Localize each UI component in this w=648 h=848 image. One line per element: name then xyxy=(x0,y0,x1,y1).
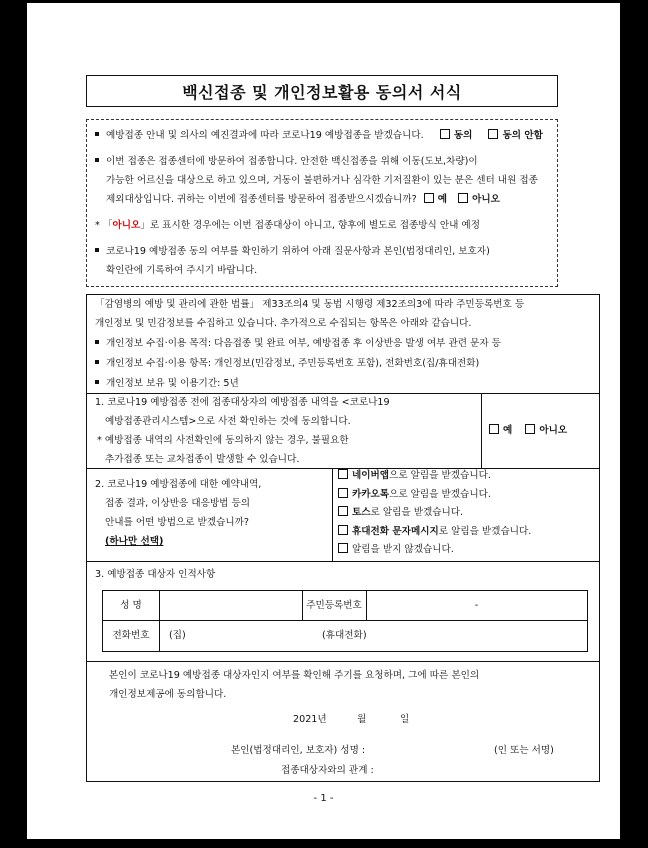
bullet-icon xyxy=(95,158,99,162)
disagree-label: 동의 안함 xyxy=(502,130,543,141)
notice-text: 코로나19 예방접종 동의 여부를 확인하기 위하여 아래 질문사항과 본인(법정대리인, 보호자) xyxy=(106,246,490,257)
checkbox-agree[interactable] xyxy=(440,129,450,139)
divider xyxy=(481,393,482,468)
consent-form-table xyxy=(86,294,600,782)
q2-option-checkbox[interactable] xyxy=(338,543,348,553)
form-title: 백신접종 및 개인정보활용 동의서 서식 xyxy=(86,75,558,107)
relation-label: 접종대상자와의 관계 : xyxy=(281,765,374,776)
notice-text: 이번 접종은 접종센터에 방문하여 접종합니다. 안전한 백신접종을 위해 이동(도보,차량)이 xyxy=(106,156,478,167)
q3-heading: 3. 예방접종 대상자 인적사항 xyxy=(95,569,216,580)
consent-line1: 본인이 코로나19 예방접종 대상자인지 여부를 확인해 주기를 요청하며, 그에 따른 본인의 xyxy=(109,670,480,681)
notice-text: 」로 표시한 경우에는 이번 접종대상이 아니고, 향후에 별도로 접종방식 안내 예정 xyxy=(140,220,480,231)
bullet-icon xyxy=(95,340,99,344)
no-label: 아니오 xyxy=(472,194,500,205)
checkbox-disagree[interactable] xyxy=(488,129,498,139)
divider xyxy=(332,468,333,561)
notice-line-2b: 가능한 어르신을 대상으로 하고 있으며, 거동이 불편하거나 심각한 기저질환이 있는 분은 센터 내원 접종 xyxy=(106,175,538,186)
q2-option-text: 으로 알림을 받겠습니다. xyxy=(389,488,491,500)
bullet-icon xyxy=(95,248,99,252)
notice-line-3 xyxy=(95,216,480,235)
q2-option-text: 로 알림을 받겠습니다. xyxy=(438,525,532,537)
date-month[interactable]: 월 xyxy=(357,714,367,725)
date-day[interactable]: 일 xyxy=(400,714,410,725)
q2-line3: 안내를 어떤 방법으로 받겠습니까? xyxy=(105,517,249,528)
personal-info-table xyxy=(102,590,588,652)
privacy-intro-line1: 「감염병의 예방 및 관리에 관한 법률」 제33조의4 및 동법 시행령 제32조의3에 따라 주민등록번호 등 xyxy=(95,299,525,310)
privacy-bullet-1 xyxy=(95,334,501,353)
q2-option[interactable] xyxy=(338,466,491,485)
bullet-icon xyxy=(95,132,99,136)
q2-line2: 접종 결과, 이상반응 대응방법 등의 xyxy=(105,498,250,509)
q2-option-text: 로 알림을 받겠습니다. xyxy=(370,507,464,518)
notice-text: * 「 xyxy=(95,220,113,231)
privacy-bullet-3 xyxy=(95,374,239,393)
no-highlight: 아니오 xyxy=(112,220,141,231)
q1-line4: 추가접종 또는 교차접종이 발생할 수 있습니다. xyxy=(105,454,300,465)
home-phone-field[interactable]: (집) xyxy=(169,630,186,641)
q2-option-text: 으로 알림을 받겠습니다. xyxy=(389,470,491,481)
privacy-bullet-2 xyxy=(95,354,479,373)
divider xyxy=(159,591,160,651)
rrn-label: 주민등록번호 xyxy=(306,600,362,611)
date-year: 2021년 xyxy=(293,714,327,725)
divider xyxy=(87,661,599,662)
q1-line1: 1. 코로나19 예방접종 전에 접종대상자의 예방접종 내역을 <코로나19 xyxy=(95,397,390,408)
q1-options xyxy=(489,421,567,440)
page-number: - 1 - xyxy=(313,793,334,804)
notice-box xyxy=(86,119,558,287)
agree-label: 동의 xyxy=(453,130,473,141)
notice-text: 예방접종 안내 및 의사의 예진결과에 따라 코로나19 예방접종을 받겠습니다. xyxy=(106,130,424,141)
q2-option[interactable] xyxy=(338,540,454,559)
q1-checkbox-no[interactable] xyxy=(525,424,535,434)
q2-option-checkbox[interactable] xyxy=(338,469,348,479)
q2-option-method: 토스 xyxy=(352,507,371,518)
q2-option-checkbox[interactable] xyxy=(338,525,348,535)
phone-label: 전화번호 xyxy=(112,630,150,641)
q2-option-checkbox[interactable] xyxy=(338,506,348,516)
notice-line-4b: 확인란에 기록하여 주시기 바랍니다. xyxy=(106,265,258,276)
notice-text: 제외대상입니다. 귀하는 이번에 접종센터를 방문하여 접종받으시겠습니까? xyxy=(106,194,417,205)
divider xyxy=(103,620,587,621)
privacy-text: 개인정보 수집·이용 목적: 다음접종 및 완료 여부, 예방접종 후 이상반응 발생 여부 관련 문자 등 xyxy=(106,338,501,349)
q2-option[interactable] xyxy=(338,522,531,541)
yes-label: 예 xyxy=(437,194,448,205)
q2-option[interactable] xyxy=(338,485,491,504)
q2-option[interactable] xyxy=(338,503,463,522)
rrn-field[interactable]: - xyxy=(474,600,479,611)
notice-line-2c xyxy=(106,190,500,209)
document-page xyxy=(27,3,620,839)
q2-option-method: 카카오톡 xyxy=(352,488,390,500)
signer-label: 본인(법정대리인, 보호자) 성명 : xyxy=(231,745,366,756)
checkbox-no[interactable] xyxy=(458,193,468,203)
notice-line-2a xyxy=(95,152,478,171)
signature-note[interactable]: (인 또는 서명) xyxy=(494,745,554,756)
q1-no-label: 아니오 xyxy=(539,425,568,436)
q1-line2: 예방접종관리시스템>으로 사전 확인하는 것에 동의합니다. xyxy=(105,416,351,427)
checkbox-yes[interactable] xyxy=(424,193,434,203)
privacy-text: 개인정보 보유 및 이용기간: 5년 xyxy=(106,378,239,389)
q2-line4: (하나만 선택) xyxy=(105,536,164,547)
bullet-icon xyxy=(95,380,99,384)
divider xyxy=(87,561,599,562)
q2-option-text: 알림을 받지 않겠습니다. xyxy=(352,544,454,555)
name-label: 성 명 xyxy=(120,600,142,611)
q2-line1: 2. 코로나19 예방접종에 대한 예약내역, xyxy=(95,479,262,490)
q2-option-method: 네이버앱 xyxy=(352,470,390,481)
mobile-phone-field[interactable]: (휴대전화) xyxy=(322,630,367,641)
q1-checkbox-yes[interactable] xyxy=(489,424,499,434)
privacy-text: 개인정보 수집·이용 항목: 개인정보(민감정보, 주민등록번호 포함), 전화번호(집/휴대전화) xyxy=(106,358,480,369)
consent-line2: 개인정보제공에 동의합니다. xyxy=(109,689,227,700)
notice-line-4a xyxy=(95,242,490,261)
privacy-intro-line2: 개인정보 및 민감정보를 수집하고 있습니다. 추가적으로 수집되는 항목은 아래와 같습니다. xyxy=(95,318,472,329)
q1-yes-label: 예 xyxy=(503,425,513,436)
q1-line3: * 예방접종 내역의 사전확인에 동의하지 않는 경우, 불필요한 xyxy=(97,435,349,446)
bullet-icon xyxy=(95,360,99,364)
notice-line-1 xyxy=(95,126,543,145)
q2-option-method: 휴대전화 문자메시지 xyxy=(352,525,439,537)
q2-option-checkbox[interactable] xyxy=(338,488,348,498)
